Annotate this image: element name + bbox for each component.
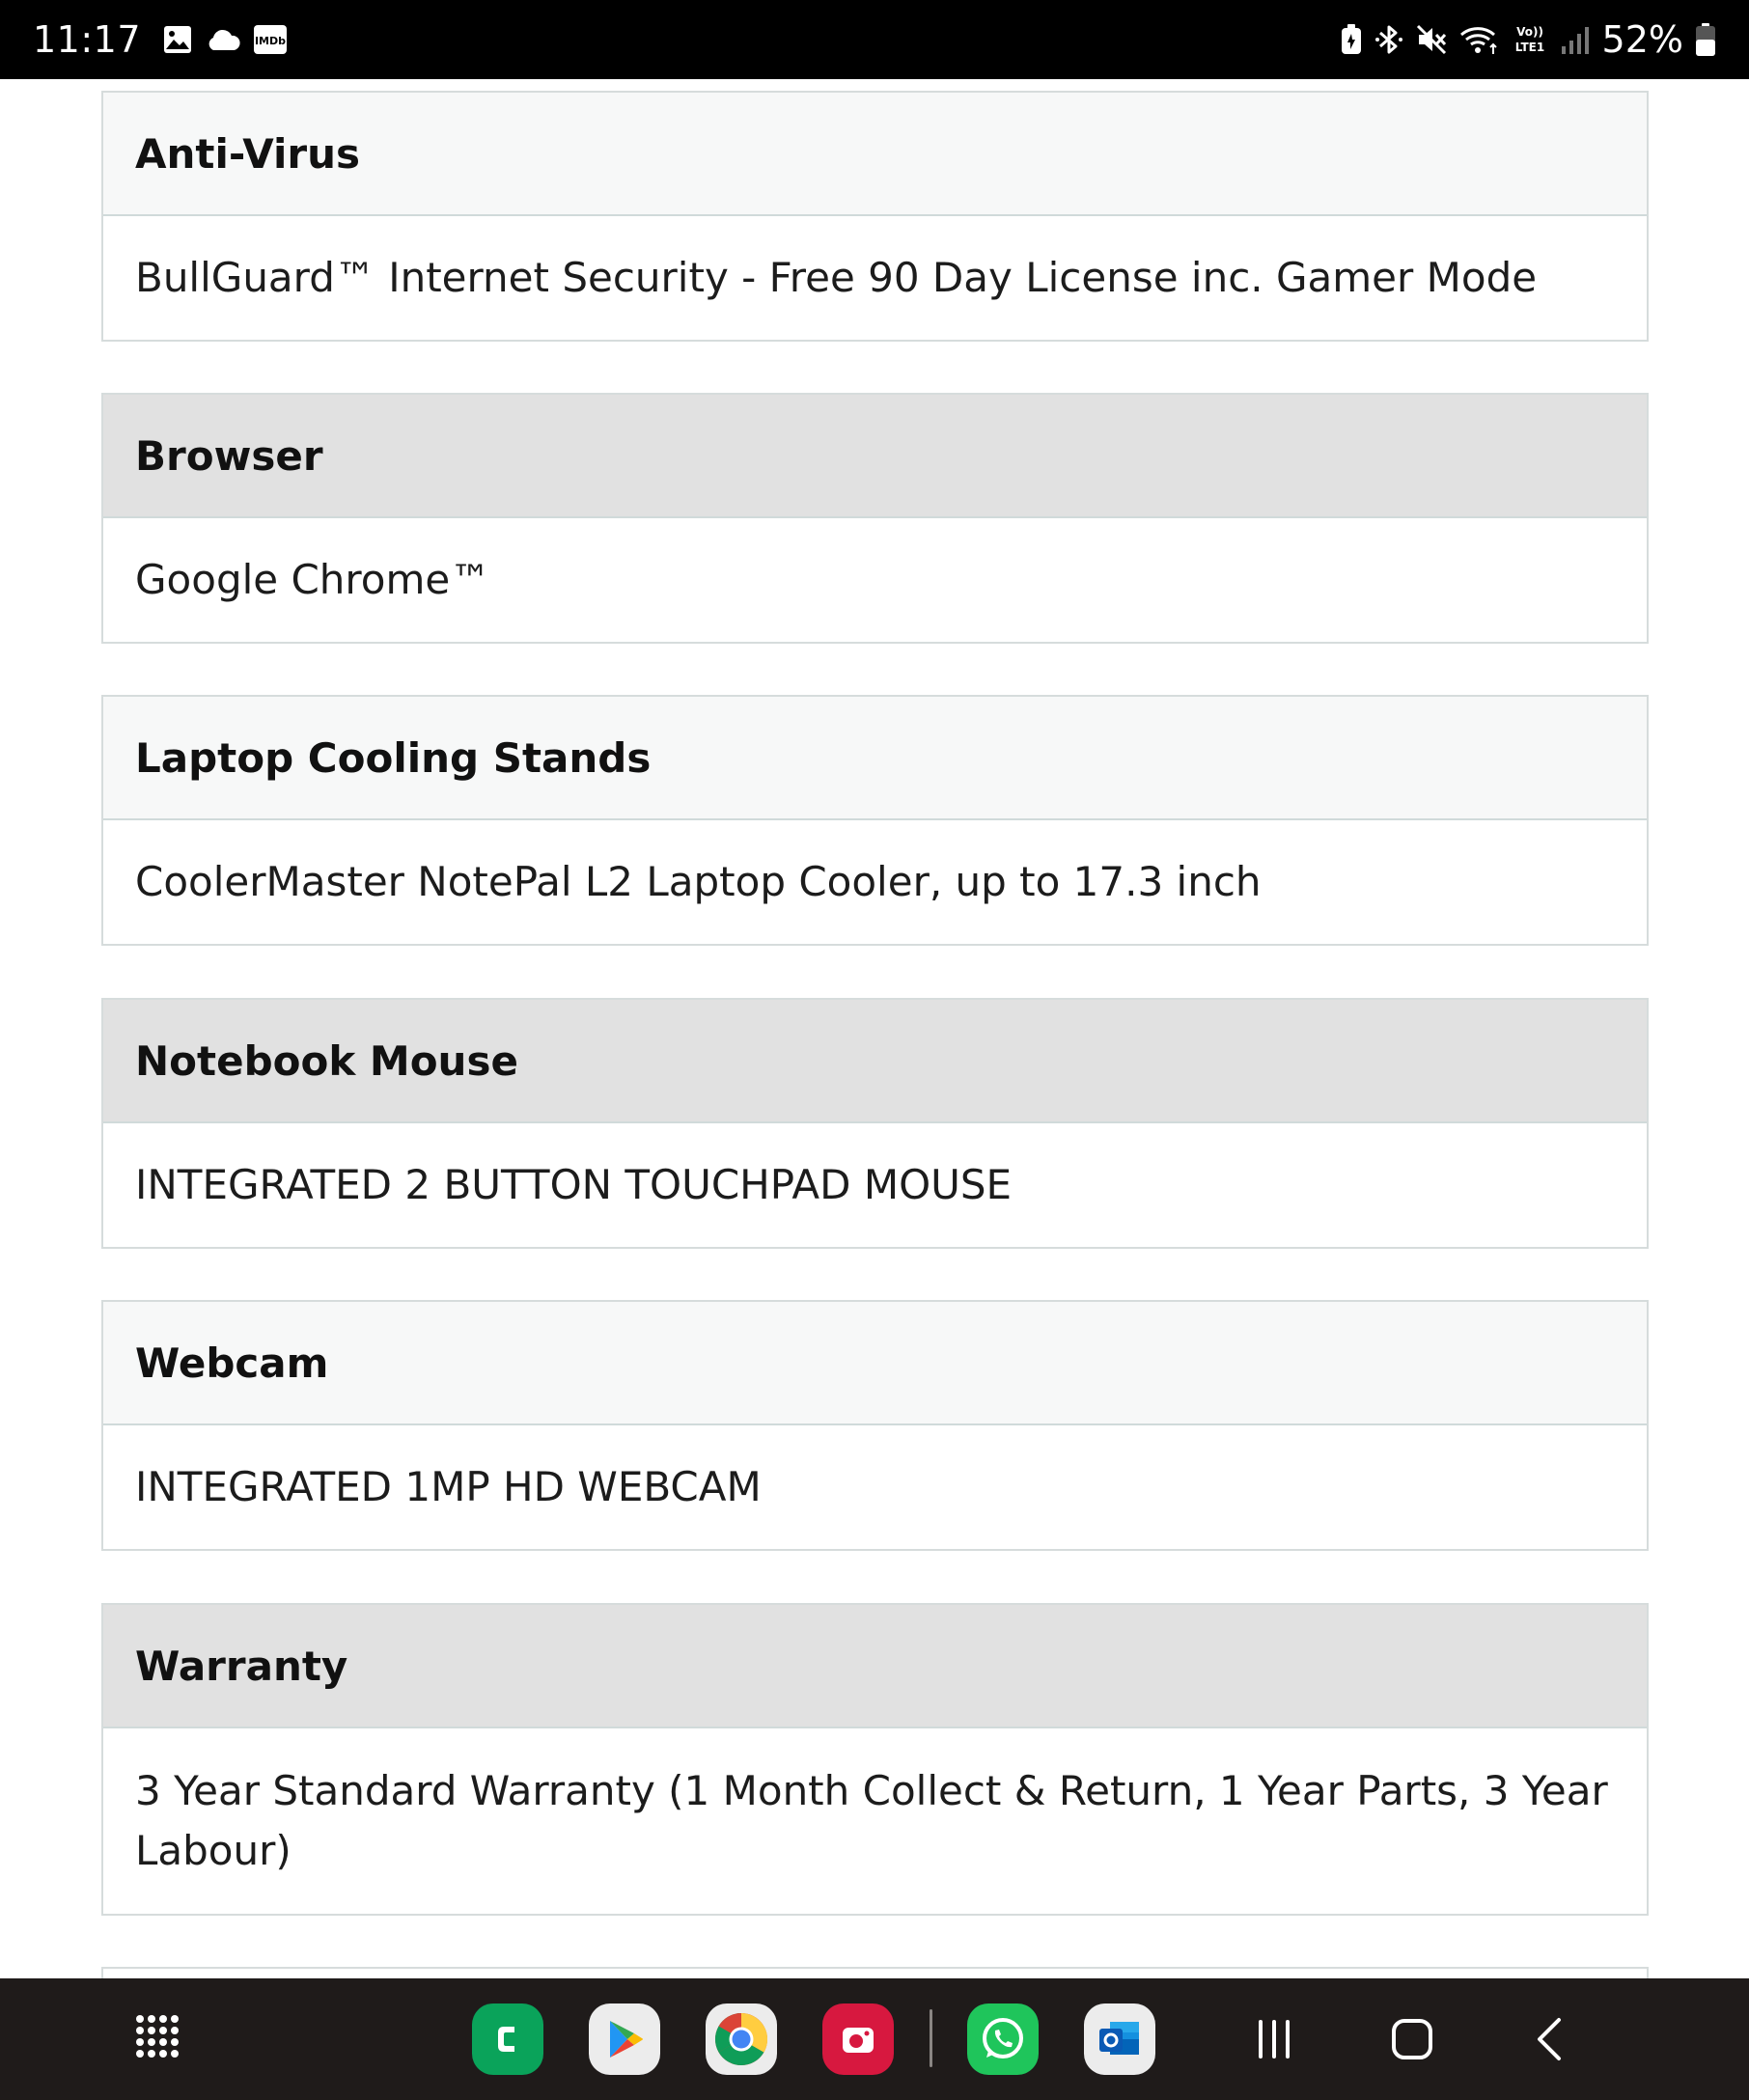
spec-heading: Browser [103, 395, 1647, 518]
spec-table-anti-virus [101, 91, 1649, 342]
spec-heading: Notebook Mouse [103, 1000, 1647, 1123]
battery-icon [1695, 22, 1716, 57]
imdb-icon-text: IMDb [254, 35, 287, 47]
system-icons [1340, 18, 1716, 61]
spec-table-browser [101, 393, 1649, 644]
spec-value: INTEGRATED 1MP HD WEBCAM [103, 1425, 1647, 1549]
play-store-icon[interactable] [589, 2003, 660, 2075]
phone-app-tile [472, 2003, 543, 2075]
status-time: 11:17 [33, 18, 142, 61]
whatsapp-icon[interactable] [967, 2003, 1039, 2075]
whatsapp-tile [967, 2003, 1039, 2075]
chrome-tile [706, 2003, 777, 2075]
app-drawer-icon[interactable] [124, 2003, 191, 2070]
outlook-icon[interactable] [1084, 2003, 1155, 2075]
navigation-bar [0, 1978, 1749, 2100]
play-store-tile [589, 2003, 660, 2075]
imdb-icon [253, 24, 288, 55]
spec-heading: Anti-Virus [103, 93, 1647, 216]
bluetooth-icon [1374, 23, 1403, 56]
spec-table-next [101, 1967, 1649, 1978]
battery-percent: 52% [1601, 18, 1683, 61]
spec-list [0, 79, 1749, 1978]
notification-icons [162, 24, 288, 55]
phone-app-icon[interactable] [472, 2003, 543, 2075]
outlook-tile [1084, 2003, 1155, 2075]
wifi-icon [1459, 23, 1500, 56]
home-button[interactable] [1378, 2007, 1446, 2071]
volte-icon [1512, 23, 1548, 56]
battery-saver-icon [1340, 23, 1363, 56]
spec-value: 3 Year Standard Warranty (1 Month Collect & Return, 1 Year Parts, 3 Year Labour) [103, 1728, 1647, 1914]
camera-app-tile [822, 2003, 894, 2075]
volte-text-bottom: LTE1 [1514, 41, 1544, 54]
taskbar-divider [930, 2009, 932, 2067]
spec-table-warranty [101, 1603, 1649, 1916]
spec-value: CoolerMaster NotePal L2 Laptop Cooler, up to 17.3 inch [103, 820, 1647, 944]
spec-table-laptop-cooling-stands [101, 695, 1649, 946]
chrome-icon[interactable] [706, 2003, 777, 2075]
cloud-icon [205, 27, 241, 52]
recents-button[interactable] [1240, 2007, 1308, 2071]
status-bar [0, 0, 1749, 79]
spec-heading: Warranty [103, 1605, 1647, 1728]
spec-table-webcam [101, 1300, 1649, 1551]
spec-heading: Laptop Cooling Stands [103, 697, 1647, 820]
mute-icon [1415, 23, 1448, 56]
spec-value: Google Chrome™ [103, 518, 1647, 642]
camera-app-icon[interactable] [822, 2003, 894, 2075]
gallery-icon [162, 24, 193, 55]
spec-table-notebook-mouse [101, 998, 1649, 1249]
signal-icon [1560, 23, 1591, 56]
spec-value: INTEGRATED 2 BUTTON TOUCHPAD MOUSE [103, 1123, 1647, 1247]
spec-value: BullGuard™ Internet Security - Free 90 Day License inc. Gamer Mode [103, 216, 1647, 340]
spec-heading: Webcam [103, 1302, 1647, 1425]
back-button[interactable] [1517, 2007, 1585, 2071]
volte-text-top: Vo)) [1515, 25, 1543, 39]
